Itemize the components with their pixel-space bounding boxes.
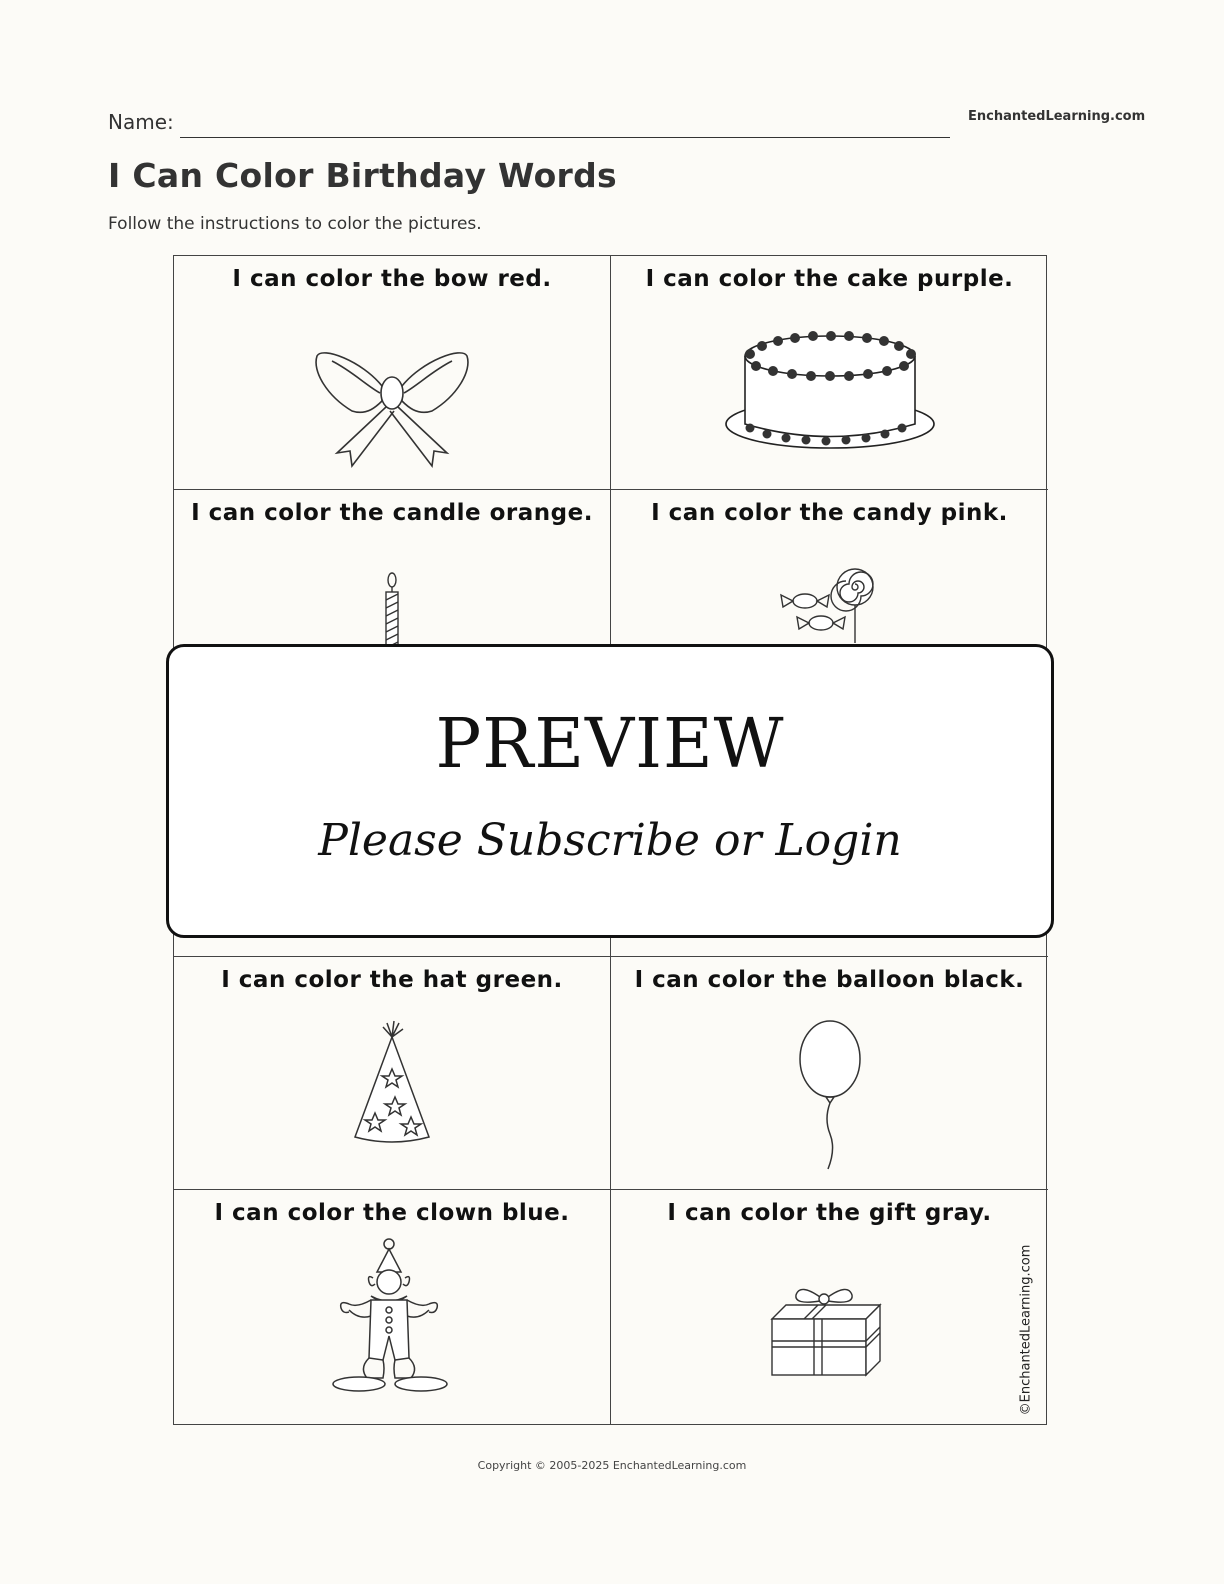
preview-title: PREVIEW <box>435 705 785 784</box>
candy-icon <box>775 565 885 645</box>
party-hat-icon <box>347 1019 437 1149</box>
cell-instruction: I can color the clown blue. <box>214 1200 570 1227</box>
name-label: Name: <box>108 110 174 134</box>
vertical-credit <box>1016 1245 1036 1415</box>
cell-gift <box>611 1190 1048 1424</box>
cell-instruction: I can color the bow red. <box>232 266 552 292</box>
gift-icon <box>770 1285 890 1385</box>
cell-balloon <box>611 957 1048 1191</box>
candle-icon <box>377 572 407 652</box>
site-name: EnchantedLearning.com <box>968 109 1146 124</box>
page-title: I Can Color Birthday Words <box>108 156 617 195</box>
cell-instruction: I can color the balloon black. <box>634 966 1025 993</box>
preview-overlay[interactable] <box>166 644 1054 938</box>
cake-icon <box>720 324 940 454</box>
cell-clown <box>174 1190 611 1424</box>
cell-bow <box>174 256 611 490</box>
cell-instruction: I can color the candle orange. <box>191 499 593 526</box>
cell-instruction: I can color the hat green. <box>221 966 563 993</box>
bow-icon <box>312 341 472 471</box>
cell-hat <box>174 957 611 1191</box>
instructions: Follow the instructions to color the pictures. <box>108 214 482 234</box>
subscribe-login-prompt[interactable]: Please Subscribe or Login <box>318 815 902 866</box>
cell-cake <box>611 256 1048 490</box>
vertical-credit-text: ©EnchantedLearning.com <box>1018 1244 1034 1416</box>
name-line[interactable] <box>180 137 950 138</box>
cell-instruction: I can color the gift gray. <box>667 1200 992 1227</box>
clown-icon <box>327 1238 457 1403</box>
cell-instruction: I can color the cake purple. <box>645 266 1014 292</box>
cell-instruction: I can color the candy pink. <box>651 499 1008 526</box>
copyright: Copyright © 2005-2025 EnchantedLearning.com <box>477 1459 747 1472</box>
balloon-icon <box>790 1019 870 1174</box>
